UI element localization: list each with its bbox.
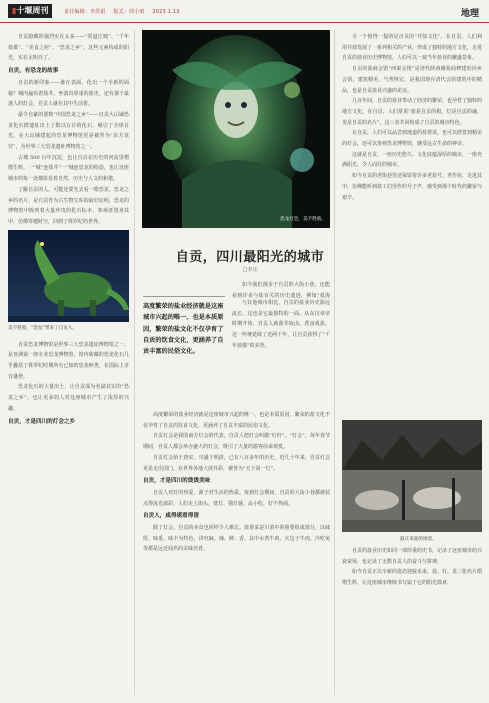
editor-name: 责任编辑：李洪银 [64, 9, 106, 15]
issue-date: 2023.1.13 [152, 9, 180, 15]
column-center-intro [232, 280, 330, 298]
paragraph: 自贡隐藏的强烈实在太多——“常道江城”、“千年盐都”、“美食之府”、“恐龙之乡”，这些元素构成的阳光，实在太明亮了。 [8, 34, 129, 62]
paragraph: 自贡灯会是我国南方灯会的代表，自贡人把灯会叫做“灯杆”、“灯会”，每年春节期间，自贡人都会举办盛大的灯会，吸引了大量的游客前来观赏。 [143, 433, 330, 451]
paragraph: 如今自贡的老街巷里还保留着许多老盐号、老作坊，走进其中，仿佛能听到盐工们劳作的号子声，感受到那个时代的繁荣与艰辛。 [342, 173, 482, 201]
masthead-mark: ▮ [12, 6, 17, 15]
salt-photo [342, 420, 482, 532]
paragraph: 最令自豪的要数“中国恐龙之乡”——自贡大山铺恐龙化石群遗址出土了数以万计的化石，吸引了全球目光，在大山铺建起的恐龙博物馆更是被誉为“东方龙宫”，为世界三大恐龙遗址博物馆之一。 [8, 111, 129, 151]
subheading: 自贡，才是四川的烫烫美味 [143, 478, 211, 485]
photo-dinosaur [8, 230, 129, 322]
column-divider [134, 30, 135, 695]
brand-text: 十堰周刊 [16, 6, 49, 15]
article-author: □李庄 [242, 267, 258, 273]
paragraph: 另一个值得一提的是自贡的“井盐文化”。在自贡，人们利用井盐发展了一系列相关的产业，形成了独特的地方文化，走进自贡的盐业历史博物馆，人们可以一窥当年盐业的繁盛景象。 [342, 34, 482, 62]
subheading: 自贡人，咸得堪看得清 [143, 513, 199, 520]
column-divider [334, 30, 335, 695]
designer-name: 版式：周小雨 [113, 9, 145, 15]
article-title: 自贡，四川最阳光的城市 [175, 250, 325, 265]
paragraph: 如今自贡正以全新的姿态迎接未来，盐、灯、龙三张名片熠熠生辉，让这座城市继续书写属于它的阳光篇章。 [342, 569, 482, 587]
paragraph: 这就是自贡，一座历史悠久、文化底蕴深厚的城市，一座充满阳光、令人向往的城市。 [342, 151, 482, 169]
salt-photo-caption: 鼓庄采盐的场景。 [400, 537, 437, 542]
masthead-logo [8, 4, 52, 18]
photo-caption: 美不胜收，“恐龙”带来了自贡人。 [8, 325, 78, 331]
paragraph: 自贡人对灯的热爱，源于对生活的热爱。每到灯会期间，自贡的大街小巷都被装点得流光溢彩，人们走上街头，赏灯、猜灯谜、品小吃，好不热闹。 [143, 489, 330, 507]
page-header [0, 0, 489, 23]
lantern-photo [142, 30, 330, 228]
paragraph: 高度繁荣的盐业经济就是这座城市兴起的唯一、也是本质原因，繁荣的盐文化不仅孕育了自贡的饮食文化，更涵养了自贡丰富的民俗文化。 [143, 412, 330, 429]
paragraph: 如今我们漫步于自贡的大街小巷，还能看到许多与盐有关的历史遗迹，例如“燊海 [232, 282, 330, 298]
column-center [143, 410, 330, 697]
photo-slot [8, 230, 129, 338]
main-photo [142, 30, 330, 228]
paragraph: 与其他城市相比，自贡的盐业历史源远流长，这也是它最独特的一面。从东汉章帝时期开始，自贡人就凿井取卤、煮卤成盐，这一传统延续了近两千年，让自贡获得了“千年盐都”的美誉。 [232, 300, 330, 349]
paragraph: 了解自贡的人，可能还要先去看一眼恐龙。恐龙之乡的名片，是自贡作为古生物宝库的最好证明，恐龙的博物馆中陈列着大量珍贵的化石标本，参观者置身其中，仿佛穿越时空，回到了侏罗纪的世界。 [8, 186, 129, 225]
paragraph: 古城 500 百年沉淀，也让自贡在历史的河流里熠熠生辉，一“城”连盐井“一”城连恐龙的构造，也让这座城市的每一处都彰显着自然、历史与人文的和谐。 [8, 154, 129, 183]
salt-works-photo [342, 420, 482, 532]
editor-info [64, 8, 186, 15]
paragraph: 自贡灯会始于唐宋，兴盛于明清，已有八百多年的历史，近几十年来，自贡灯会更是走出国门，在世界各地大放异彩，被誉为“天下第一灯”。 [143, 454, 330, 472]
column-left [8, 32, 129, 697]
paragraph: 恐龙化石的大量出土，让自贡成为名副其实的“恐龙之乡”，也让更多的人对这座城市产生了浓厚的兴趣。 [8, 384, 129, 412]
paragraph: 除了灯会，自贡的美食也同样令人难忘。盐帮菜是川菜中的重要组成部分，以味厚、味重、味丰为特色，讲究麻、辣、鲜、香，其中水煮牛肉、火边子牛肉、冷吃兔等都是远近闻名的美味佳肴。 [143, 525, 330, 553]
main-photo-caption: 恐龙灯会，美不胜收。 [280, 217, 326, 222]
paragraph: 自贡恐龙博物馆是世界三大恐龙遗址博物馆之一，是亚洲第一座专业恐龙博物馆，馆内收藏的恐龙化石几乎囊括了侏罗纪时期所有已知的恐龙种类，在国际上享有盛誉。 [8, 341, 129, 380]
column-right-bottom [342, 546, 482, 696]
column-right-top [342, 32, 482, 412]
subheading: 自贡，才是四川的灯会之乡 [8, 418, 76, 425]
paragraph: 几百年间，自贡的盐业带动了经济的繁荣，也孕育了独特的地方文化，在自贡，人们常说“盐是自贡的根，灯是自贡的魂，龙是自贡的名片”，这三者共同构成了自贡的城市特色。 [342, 98, 482, 126]
paragraph: 自贡的盐商会馆“西秦会馆”是清代陕西籍盐商修建的同乡会馆，建筑精美，气势恢宏，是我国现存清代会馆建筑中的精品，也是自贡盐业兴盛的见证。 [342, 66, 482, 94]
paragraph: 自贡的新印象——谁在表面，化出一个全新的面貌？城内遍布着盐井，坐落出厚重的盐史，还有那个最迷人的灯会，自贡人就在其中生活着。 [8, 79, 129, 108]
paragraph: 自贡的盐业历史如同一部厚重的史书，记录了这座城市的兴衰荣辱，也记录了无数自贡人的奋斗与拼搏。 [342, 548, 482, 565]
subheading: 自贡，有恐龙的故事 [8, 68, 59, 75]
section-label: 地理 [460, 9, 479, 19]
paragraph: 在自贡，人们可以品尝到地道的盐帮菜，也可以欣赏到精美的灯会，还可以参观恐龙博物馆，感受远古生命的神奇。 [342, 130, 482, 148]
pull-quote: 高度繁荣的盐业经济就是这座城市兴起的唯一、也是本质原因，繁荣的盐文化不仅孕育了自贡的饮食文化，更涵养了自贡丰富的民俗文化。 [143, 296, 225, 357]
column-center-top [232, 298, 330, 378]
